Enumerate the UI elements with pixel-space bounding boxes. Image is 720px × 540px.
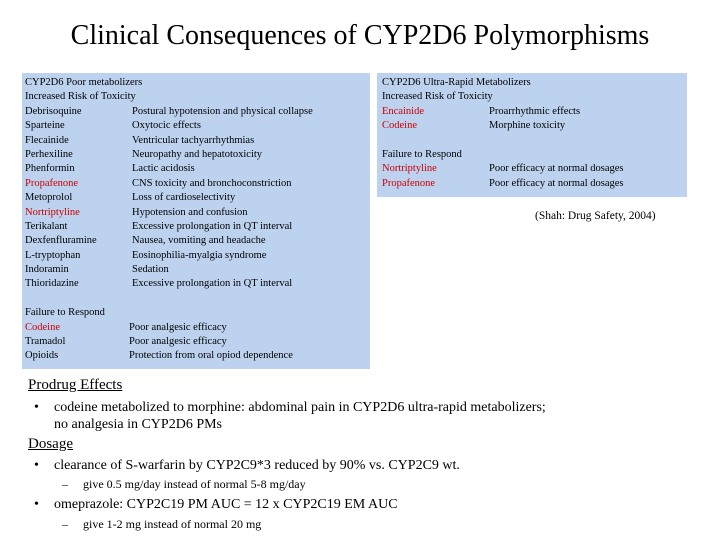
drug-row	[22, 119, 370, 133]
drug-effect: Excessive prolongation in QT interval	[132, 220, 293, 232]
drug-row	[22, 277, 370, 291]
drug-effect: Ventricular tachyarrhythmias	[132, 134, 255, 146]
dosage-item-2: omeprazole: CYP2C19 PM AUC = 12 x CYP2C19 EM AUC	[54, 497, 398, 512]
drug-effect: Excessive prolongation in QT interval	[132, 278, 293, 290]
drug-effect: Poor analgesic efficacy	[129, 321, 227, 333]
prodrug-heading: Prodrug Effects	[28, 377, 123, 393]
panel-heading: CYP2D6 Poor metabolizers	[25, 77, 143, 88]
drug-name: Thioridazine	[25, 278, 79, 290]
drug-effect: Neuropathy and hepatotoxicity	[132, 148, 263, 160]
drug-effect: Nausea, vomiting and headache	[132, 235, 266, 247]
drug-row	[377, 105, 687, 119]
poor-metabolizers-panel	[22, 73, 370, 369]
drug-row	[22, 234, 370, 248]
drug-name: Perhexiline	[25, 148, 73, 160]
dash: –	[62, 477, 68, 491]
drug-effect: Poor efficacy at normal dosages	[489, 177, 624, 189]
drug-effect: Morphine toxicity	[489, 120, 566, 132]
bullet: •	[34, 497, 39, 512]
citation: (Shah: Drug Safety, 2004)	[535, 210, 656, 222]
drug-effect: Loss of cardioselectivity	[132, 192, 236, 204]
drug-effect: Postural hypotension and physical collapse	[132, 105, 313, 117]
drug-row	[22, 177, 370, 191]
failure-heading: Failure to Respond	[25, 307, 105, 319]
panel-subheading: Increased Risk of Toxicity	[25, 91, 136, 103]
prodrug-text-line-1: codeine metabolized to morphine: abdominal pain in CYP2D6 ultra-rapid metabolizers;	[54, 400, 546, 415]
drug-effect: Poor analgesic efficacy	[129, 336, 227, 348]
panel-heading: CYP2D6 Ultra-Rapid Metabolizers	[382, 77, 531, 88]
drug-row	[22, 335, 370, 349]
drug-row	[22, 263, 370, 277]
toxicity-table	[377, 105, 687, 134]
drug-name: Opioids	[25, 350, 59, 362]
drug-name: Propafenone	[382, 177, 436, 189]
failure-heading: Failure to Respond	[382, 148, 462, 160]
drug-effect: Oxytocic effects	[132, 120, 201, 132]
drug-name: Encainide	[382, 105, 424, 117]
bullet: •	[34, 400, 39, 415]
failure-table	[22, 321, 370, 364]
page-title: Clinical Consequences of CYP2D6 Polymorphisms	[70, 20, 650, 51]
prodrug-text-line-2: no analgesia in CYP2D6 PMs	[54, 417, 222, 432]
drug-row	[22, 249, 370, 263]
drug-row	[22, 162, 370, 176]
drug-name: Flecainide	[25, 134, 69, 146]
drug-name: Tramadol	[25, 336, 66, 348]
drug-effect: Lactic acidosis	[132, 163, 195, 175]
drug-name: Propafenone	[25, 177, 79, 189]
drug-effect: Poor efficacy at normal dosages	[489, 163, 624, 175]
drug-effect: Hypotension and confusion	[132, 206, 248, 218]
drug-row	[22, 349, 370, 363]
drug-name: L-tryptophan	[25, 249, 81, 261]
failure-table	[377, 162, 687, 191]
drug-row	[377, 119, 687, 133]
drug-name: Terikalant	[25, 220, 68, 232]
drug-effect: Sedation	[132, 264, 169, 276]
dosage-item-1: clearance of S-warfarin by CYP2C9*3 reduced by 90% vs. CYP2C9 wt.	[54, 458, 460, 473]
drug-name: Indoramin	[25, 264, 69, 276]
drug-row	[22, 220, 370, 234]
drug-effect: Eosinophilia-myalgia syndrome	[132, 249, 267, 261]
drug-name: Nortriptyline	[25, 206, 80, 218]
drug-row	[377, 177, 687, 191]
drug-effect: Proarrhythmic effects	[489, 105, 581, 117]
drug-name: Codeine	[382, 120, 417, 132]
drug-row	[377, 162, 687, 176]
drug-row	[22, 321, 370, 335]
drug-name: Metoprolol	[25, 192, 73, 204]
panel-subheading: Increased Risk of Toxicity	[382, 91, 493, 103]
drug-row	[22, 105, 370, 119]
drug-name: Codeine	[25, 321, 60, 333]
drug-name: Nortriptyline	[382, 163, 437, 175]
toxicity-table	[22, 105, 370, 292]
drug-row	[22, 134, 370, 148]
drug-row	[22, 191, 370, 205]
drug-row	[22, 206, 370, 220]
drug-row	[22, 148, 370, 162]
drug-name: Dexfenfluramine	[25, 235, 97, 247]
bullet: •	[34, 458, 39, 473]
drug-effect: CNS toxicity and bronchoconstriction	[132, 177, 292, 189]
drug-name: Debrisoquine	[25, 105, 82, 117]
drug-effect: Protection from oral opiod dependence	[129, 350, 293, 362]
drug-name: Sparteine	[25, 120, 65, 132]
dosage-item-1-sub: give 0.5 mg/day instead of normal 5-8 mg/day	[83, 477, 306, 491]
dash: –	[62, 517, 68, 531]
dosage-heading: Dosage	[28, 436, 73, 452]
dosage-item-2-sub: give 1-2 mg instead of normal 20 mg	[83, 517, 262, 531]
ultra-rapid-metabolizers-panel	[377, 73, 687, 197]
drug-name: Phenformin	[25, 163, 75, 175]
